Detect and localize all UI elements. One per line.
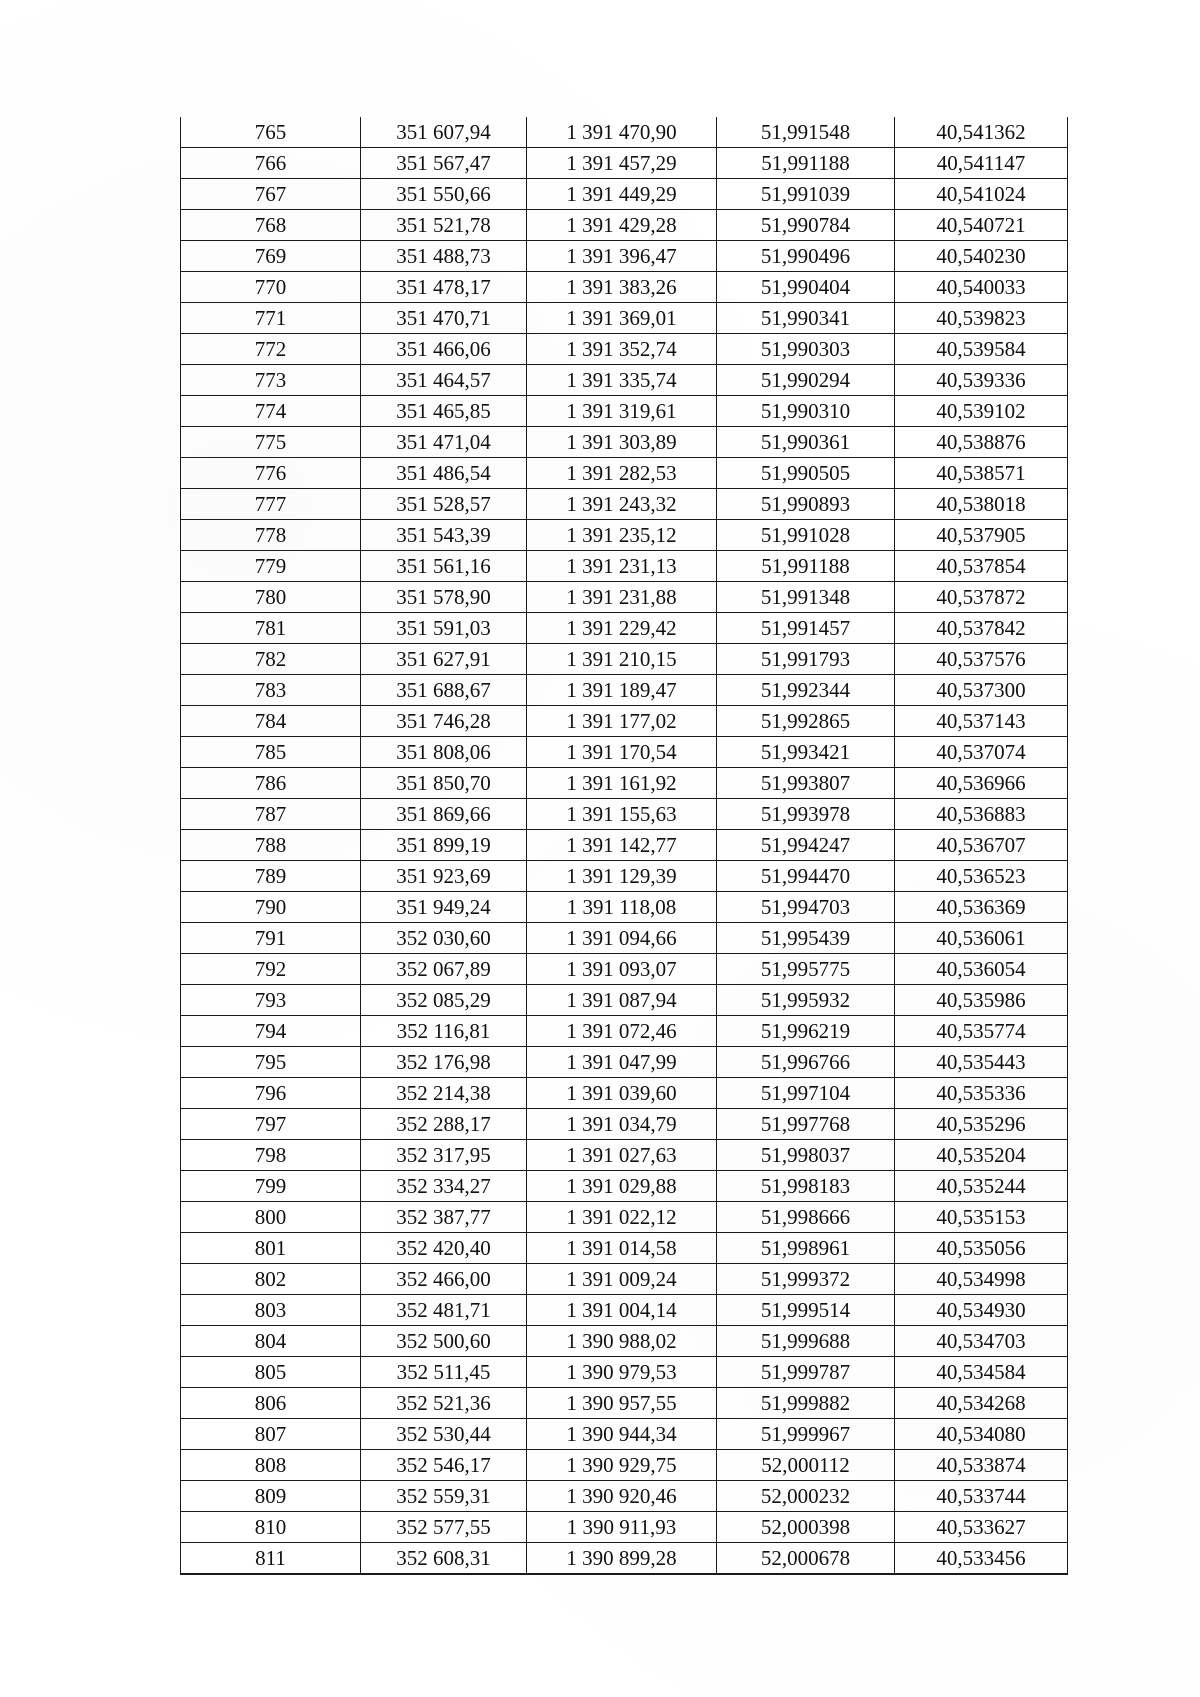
x-coordinate-cell: 352 387,77 [361,1202,527,1233]
y-coordinate-cell: 1 391 177,02 [527,706,717,737]
y-coordinate-cell: 1 391 004,14 [527,1295,717,1326]
x-coordinate-cell: 351 578,90 [361,582,527,613]
latitude-cell: 51,999882 [717,1388,895,1419]
point-number-cell: 778 [181,520,361,551]
latitude-cell: 51,997768 [717,1109,895,1140]
latitude-cell: 51,999967 [717,1419,895,1450]
latitude-cell: 51,995932 [717,985,895,1016]
table-row [181,954,1068,985]
latitude-cell: 51,999688 [717,1326,895,1357]
table-row [181,210,1068,241]
latitude-cell: 51,991028 [717,520,895,551]
latitude-cell: 51,994703 [717,892,895,923]
y-coordinate-cell: 1 390 899,28 [527,1543,717,1575]
x-coordinate-cell: 352 317,95 [361,1140,527,1171]
x-coordinate-cell: 352 116,81 [361,1016,527,1047]
table-row [181,396,1068,427]
point-number-cell: 765 [181,117,361,148]
x-coordinate-cell: 351 899,19 [361,830,527,861]
x-coordinate-cell: 352 521,36 [361,1388,527,1419]
y-coordinate-cell: 1 391 087,94 [527,985,717,1016]
point-number-cell: 810 [181,1512,361,1543]
x-coordinate-cell: 352 288,17 [361,1109,527,1140]
latitude-cell: 51,997104 [717,1078,895,1109]
point-number-cell: 769 [181,241,361,272]
latitude-cell: 51,992344 [717,675,895,706]
longitude-cell: 40,535244 [895,1171,1068,1202]
point-number-cell: 801 [181,1233,361,1264]
y-coordinate-cell: 1 390 911,93 [527,1512,717,1543]
latitude-cell: 51,990341 [717,303,895,334]
y-coordinate-cell: 1 391 027,63 [527,1140,717,1171]
coordinates-table [180,117,1068,1575]
latitude-cell: 51,998183 [717,1171,895,1202]
table-row [181,1047,1068,1078]
table-row [181,241,1068,272]
point-number-cell: 798 [181,1140,361,1171]
longitude-cell: 40,533456 [895,1543,1068,1575]
table-row [181,799,1068,830]
table-row [181,1264,1068,1295]
longitude-cell: 40,538018 [895,489,1068,520]
longitude-cell: 40,539584 [895,334,1068,365]
latitude-cell: 51,996219 [717,1016,895,1047]
latitude-cell: 51,993421 [717,737,895,768]
longitude-cell: 40,539102 [895,396,1068,427]
y-coordinate-cell: 1 390 929,75 [527,1450,717,1481]
point-number-cell: 772 [181,334,361,365]
latitude-cell: 51,999372 [717,1264,895,1295]
x-coordinate-cell: 351 464,57 [361,365,527,396]
latitude-cell: 51,990404 [717,272,895,303]
point-number-cell: 799 [181,1171,361,1202]
table-row [181,706,1068,737]
table-row [181,1357,1068,1388]
table-row [181,892,1068,923]
x-coordinate-cell: 351 486,54 [361,458,527,489]
table-row [181,1450,1068,1481]
longitude-cell: 40,537905 [895,520,1068,551]
table-row [181,613,1068,644]
table-row [181,1295,1068,1326]
y-coordinate-cell: 1 391 282,53 [527,458,717,489]
longitude-cell: 40,541147 [895,148,1068,179]
latitude-cell: 51,994470 [717,861,895,892]
longitude-cell: 40,537074 [895,737,1068,768]
point-number-cell: 809 [181,1481,361,1512]
table-row [181,520,1068,551]
longitude-cell: 40,540721 [895,210,1068,241]
table-row [181,644,1068,675]
latitude-cell: 51,990505 [717,458,895,489]
latitude-cell: 52,000678 [717,1543,895,1575]
y-coordinate-cell: 1 391 009,24 [527,1264,717,1295]
point-number-cell: 767 [181,179,361,210]
x-coordinate-cell: 352 500,60 [361,1326,527,1357]
point-number-cell: 788 [181,830,361,861]
longitude-cell: 40,540230 [895,241,1068,272]
point-number-cell: 786 [181,768,361,799]
point-number-cell: 803 [181,1295,361,1326]
point-number-cell: 780 [181,582,361,613]
latitude-cell: 51,990784 [717,210,895,241]
latitude-cell: 51,999787 [717,1357,895,1388]
point-number-cell: 811 [181,1543,361,1575]
longitude-cell: 40,534930 [895,1295,1068,1326]
x-coordinate-cell: 352 577,55 [361,1512,527,1543]
x-coordinate-cell: 351 949,24 [361,892,527,923]
y-coordinate-cell: 1 391 047,99 [527,1047,717,1078]
latitude-cell: 51,996766 [717,1047,895,1078]
y-coordinate-cell: 1 391 429,28 [527,210,717,241]
longitude-cell: 40,534584 [895,1357,1068,1388]
point-number-cell: 800 [181,1202,361,1233]
longitude-cell: 40,535296 [895,1109,1068,1140]
point-number-cell: 766 [181,148,361,179]
table-row [181,675,1068,706]
table-row [181,489,1068,520]
longitude-cell: 40,533744 [895,1481,1068,1512]
latitude-cell: 51,991188 [717,551,895,582]
longitude-cell: 40,536369 [895,892,1068,923]
latitude-cell: 51,992865 [717,706,895,737]
x-coordinate-cell: 351 470,71 [361,303,527,334]
point-number-cell: 781 [181,613,361,644]
y-coordinate-cell: 1 391 189,47 [527,675,717,706]
point-number-cell: 770 [181,272,361,303]
y-coordinate-cell: 1 391 243,32 [527,489,717,520]
longitude-cell: 40,535056 [895,1233,1068,1264]
y-coordinate-cell: 1 391 352,74 [527,334,717,365]
x-coordinate-cell: 351 627,91 [361,644,527,675]
point-number-cell: 807 [181,1419,361,1450]
longitude-cell: 40,533627 [895,1512,1068,1543]
x-coordinate-cell: 351 528,57 [361,489,527,520]
point-number-cell: 805 [181,1357,361,1388]
latitude-cell: 52,000232 [717,1481,895,1512]
longitude-cell: 40,541362 [895,117,1068,148]
latitude-cell: 51,993807 [717,768,895,799]
point-number-cell: 796 [181,1078,361,1109]
latitude-cell: 51,990294 [717,365,895,396]
x-coordinate-cell: 351 466,06 [361,334,527,365]
point-number-cell: 790 [181,892,361,923]
y-coordinate-cell: 1 391 170,54 [527,737,717,768]
point-number-cell: 793 [181,985,361,1016]
x-coordinate-cell: 352 334,27 [361,1171,527,1202]
longitude-cell: 40,539823 [895,303,1068,334]
y-coordinate-cell: 1 391 449,29 [527,179,717,210]
table-row [181,1171,1068,1202]
point-number-cell: 806 [181,1388,361,1419]
table-row [181,1078,1068,1109]
table-row [181,1140,1068,1171]
x-coordinate-cell: 352 214,38 [361,1078,527,1109]
table-row [181,272,1068,303]
x-coordinate-cell: 352 608,31 [361,1543,527,1575]
y-coordinate-cell: 1 390 988,02 [527,1326,717,1357]
point-number-cell: 795 [181,1047,361,1078]
x-coordinate-cell: 351 567,47 [361,148,527,179]
longitude-cell: 40,535153 [895,1202,1068,1233]
point-number-cell: 777 [181,489,361,520]
longitude-cell: 40,541024 [895,179,1068,210]
longitude-cell: 40,536707 [895,830,1068,861]
point-number-cell: 776 [181,458,361,489]
table-row [181,1233,1068,1264]
x-coordinate-cell: 351 746,28 [361,706,527,737]
longitude-cell: 40,535336 [895,1078,1068,1109]
point-number-cell: 783 [181,675,361,706]
x-coordinate-cell: 351 550,66 [361,179,527,210]
x-coordinate-cell: 352 559,31 [361,1481,527,1512]
point-number-cell: 775 [181,427,361,458]
y-coordinate-cell: 1 391 319,61 [527,396,717,427]
y-coordinate-cell: 1 391 369,01 [527,303,717,334]
x-coordinate-cell: 352 085,29 [361,985,527,1016]
x-coordinate-cell: 351 478,17 [361,272,527,303]
point-number-cell: 791 [181,923,361,954]
y-coordinate-cell: 1 391 142,77 [527,830,717,861]
latitude-cell: 51,999514 [717,1295,895,1326]
latitude-cell: 51,995775 [717,954,895,985]
table-row [181,737,1068,768]
longitude-cell: 40,536966 [895,768,1068,799]
x-coordinate-cell: 351 808,06 [361,737,527,768]
y-coordinate-cell: 1 391 396,47 [527,241,717,272]
latitude-cell: 51,991039 [717,179,895,210]
latitude-cell: 51,991188 [717,148,895,179]
longitude-cell: 40,534703 [895,1326,1068,1357]
longitude-cell: 40,539336 [895,365,1068,396]
x-coordinate-cell: 352 481,71 [361,1295,527,1326]
longitude-cell: 40,534998 [895,1264,1068,1295]
table-row [181,334,1068,365]
table-row [181,768,1068,799]
x-coordinate-cell: 352 176,98 [361,1047,527,1078]
table-row [181,179,1068,210]
y-coordinate-cell: 1 391 072,46 [527,1016,717,1047]
longitude-cell: 40,535986 [895,985,1068,1016]
latitude-cell: 51,995439 [717,923,895,954]
table-row [181,1202,1068,1233]
y-coordinate-cell: 1 390 957,55 [527,1388,717,1419]
table-row [181,830,1068,861]
x-coordinate-cell: 351 488,73 [361,241,527,272]
point-number-cell: 802 [181,1264,361,1295]
y-coordinate-cell: 1 391 118,08 [527,892,717,923]
longitude-cell: 40,537872 [895,582,1068,613]
y-coordinate-cell: 1 390 920,46 [527,1481,717,1512]
coordinates-table-body [181,117,1068,1574]
table-row [181,1512,1068,1543]
y-coordinate-cell: 1 391 231,13 [527,551,717,582]
longitude-cell: 40,533874 [895,1450,1068,1481]
table-row [181,551,1068,582]
latitude-cell: 51,991793 [717,644,895,675]
point-number-cell: 785 [181,737,361,768]
point-number-cell: 771 [181,303,361,334]
point-number-cell: 792 [181,954,361,985]
table-row [181,1419,1068,1450]
y-coordinate-cell: 1 390 944,34 [527,1419,717,1450]
table-row [181,1326,1068,1357]
x-coordinate-cell: 352 067,89 [361,954,527,985]
point-number-cell: 782 [181,644,361,675]
longitude-cell: 40,538571 [895,458,1068,489]
latitude-cell: 51,990361 [717,427,895,458]
table-row [181,985,1068,1016]
x-coordinate-cell: 352 530,44 [361,1419,527,1450]
table-row [181,1481,1068,1512]
y-coordinate-cell: 1 391 231,88 [527,582,717,613]
longitude-cell: 40,537143 [895,706,1068,737]
y-coordinate-cell: 1 391 034,79 [527,1109,717,1140]
longitude-cell: 40,535774 [895,1016,1068,1047]
y-coordinate-cell: 1 391 155,63 [527,799,717,830]
table-row [181,1109,1068,1140]
x-coordinate-cell: 351 591,03 [361,613,527,644]
x-coordinate-cell: 351 465,85 [361,396,527,427]
y-coordinate-cell: 1 391 335,74 [527,365,717,396]
point-number-cell: 779 [181,551,361,582]
x-coordinate-cell: 351 521,78 [361,210,527,241]
table-row [181,365,1068,396]
latitude-cell: 51,991457 [717,613,895,644]
y-coordinate-cell: 1 391 161,92 [527,768,717,799]
x-coordinate-cell: 351 607,94 [361,117,527,148]
y-coordinate-cell: 1 391 229,42 [527,613,717,644]
x-coordinate-cell: 351 923,69 [361,861,527,892]
y-coordinate-cell: 1 391 094,66 [527,923,717,954]
latitude-cell: 52,000398 [717,1512,895,1543]
table-row [181,148,1068,179]
x-coordinate-cell: 351 471,04 [361,427,527,458]
longitude-cell: 40,536883 [895,799,1068,830]
y-coordinate-cell: 1 391 303,89 [527,427,717,458]
x-coordinate-cell: 352 466,00 [361,1264,527,1295]
y-coordinate-cell: 1 391 210,15 [527,644,717,675]
point-number-cell: 773 [181,365,361,396]
longitude-cell: 40,536054 [895,954,1068,985]
longitude-cell: 40,534080 [895,1419,1068,1450]
point-number-cell: 804 [181,1326,361,1357]
x-coordinate-cell: 351 543,39 [361,520,527,551]
longitude-cell: 40,535204 [895,1140,1068,1171]
latitude-cell: 51,991548 [717,117,895,148]
latitude-cell: 51,998666 [717,1202,895,1233]
y-coordinate-cell: 1 391 029,88 [527,1171,717,1202]
table-row [181,861,1068,892]
y-coordinate-cell: 1 390 979,53 [527,1357,717,1388]
latitude-cell: 51,998037 [717,1140,895,1171]
latitude-cell: 51,990310 [717,396,895,427]
longitude-cell: 40,536061 [895,923,1068,954]
x-coordinate-cell: 352 030,60 [361,923,527,954]
table-row [181,1016,1068,1047]
longitude-cell: 40,540033 [895,272,1068,303]
point-number-cell: 794 [181,1016,361,1047]
x-coordinate-cell: 351 850,70 [361,768,527,799]
longitude-cell: 40,537300 [895,675,1068,706]
latitude-cell: 51,990303 [717,334,895,365]
point-number-cell: 774 [181,396,361,427]
latitude-cell: 51,990496 [717,241,895,272]
table-row [181,427,1068,458]
latitude-cell: 51,991348 [717,582,895,613]
longitude-cell: 40,536523 [895,861,1068,892]
point-number-cell: 797 [181,1109,361,1140]
x-coordinate-cell: 351 869,66 [361,799,527,830]
y-coordinate-cell: 1 391 129,39 [527,861,717,892]
y-coordinate-cell: 1 391 470,90 [527,117,717,148]
longitude-cell: 40,534268 [895,1388,1068,1419]
point-number-cell: 768 [181,210,361,241]
table-row [181,117,1068,148]
longitude-cell: 40,537842 [895,613,1068,644]
x-coordinate-cell: 352 546,17 [361,1450,527,1481]
y-coordinate-cell: 1 391 093,07 [527,954,717,985]
table-row [181,923,1068,954]
point-number-cell: 784 [181,706,361,737]
latitude-cell: 51,998961 [717,1233,895,1264]
latitude-cell: 52,000112 [717,1450,895,1481]
table-row [181,1388,1068,1419]
y-coordinate-cell: 1 391 383,26 [527,272,717,303]
x-coordinate-cell: 352 511,45 [361,1357,527,1388]
point-number-cell: 787 [181,799,361,830]
y-coordinate-cell: 1 391 022,12 [527,1202,717,1233]
longitude-cell: 40,537576 [895,644,1068,675]
table-row [181,458,1068,489]
table-row [181,582,1068,613]
latitude-cell: 51,994247 [717,830,895,861]
latitude-cell: 51,993978 [717,799,895,830]
longitude-cell: 40,537854 [895,551,1068,582]
y-coordinate-cell: 1 391 014,58 [527,1233,717,1264]
longitude-cell: 40,538876 [895,427,1068,458]
table-row [181,1543,1068,1575]
x-coordinate-cell: 351 561,16 [361,551,527,582]
point-number-cell: 808 [181,1450,361,1481]
y-coordinate-cell: 1 391 235,12 [527,520,717,551]
x-coordinate-cell: 351 688,67 [361,675,527,706]
x-coordinate-cell: 352 420,40 [361,1233,527,1264]
y-coordinate-cell: 1 391 457,29 [527,148,717,179]
latitude-cell: 51,990893 [717,489,895,520]
longitude-cell: 40,535443 [895,1047,1068,1078]
y-coordinate-cell: 1 391 039,60 [527,1078,717,1109]
table-row [181,303,1068,334]
point-number-cell: 789 [181,861,361,892]
